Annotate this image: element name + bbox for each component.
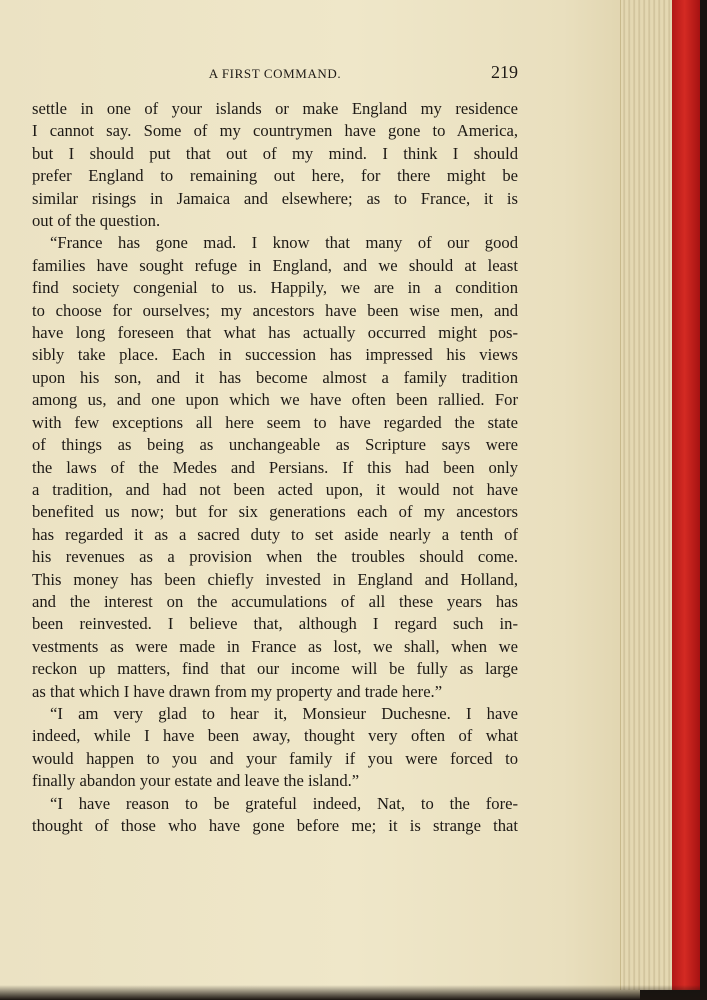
text-line: the laws of the Medes and Persians. If this had been only xyxy=(32,457,518,477)
text-line: “I am very glad to hear it, Monsieur Duchesne. I have xyxy=(50,703,518,723)
text-line: benefited us now; but for six generations each of my ancestors xyxy=(32,502,518,522)
text-line: out of the question. xyxy=(32,211,161,231)
text-line: with few exceptions all here seem to have regarded the state xyxy=(32,412,518,432)
text-line: vestments as were made in France as lost, we shall, when we xyxy=(32,636,518,656)
text-line: upon his son, and it has become almost a family tradition xyxy=(32,367,518,387)
text-line: finally abandon your estate and leave the island.” xyxy=(32,771,360,791)
bottom-shadow xyxy=(0,985,707,1000)
text-line: a tradition, and had not been acted upon, it would not have xyxy=(32,479,518,499)
text-line: similar risings in Jamaica and elsewhere; as to France, it is xyxy=(32,188,518,208)
text-line: have long foreseen that what has actually occurred might pos- xyxy=(32,323,518,343)
text-line: families have sought refuge in England, and we should at least xyxy=(32,255,518,275)
running-title: A FIRST COMMAND. xyxy=(208,66,342,81)
text-line: thought of those who have gone before me; it is strange that xyxy=(32,816,518,835)
page-edges xyxy=(620,0,673,990)
text-line: as that which I have drawn from my property and trade here.” xyxy=(32,681,443,701)
body-text xyxy=(32,98,518,837)
text-line: “I have reason to be grateful indeed, Nat, to the fore- xyxy=(50,793,518,813)
text-line: among us, and one upon which we have often been rallied. For xyxy=(32,390,518,410)
text-line: “France has gone mad. I know that many of our good xyxy=(50,233,518,253)
text-line: indeed, while I have been away, thought very often of what xyxy=(32,726,518,746)
text-line: would happen to you and your family if you were forced to xyxy=(32,748,518,768)
text-line: his revenues as a provision when the troubles should come. xyxy=(32,547,518,567)
text-line: been reinvested. I believe that, although I regard such in- xyxy=(32,614,518,634)
text-line: of things as being as unchangeable as Scripture says were xyxy=(32,435,518,455)
text-line: reckon up matters, find that our income will be fully as large xyxy=(32,659,518,679)
text-line: settle in one of your islands or make England my residence xyxy=(32,99,518,118)
page-header xyxy=(32,62,518,86)
text-line: to choose for ourselves; my ancestors have been wise men, and xyxy=(32,300,518,320)
text-line: and the interest on the accumulations of all these years has xyxy=(32,591,518,611)
text-line: find society congenial to us. Happily, we are in a condition xyxy=(32,278,518,298)
book-cover-edge xyxy=(672,0,700,990)
text-line: This money has been chiefly invested in England and Holland, xyxy=(32,569,518,589)
text-line: prefer England to remaining out here, for there might be xyxy=(32,166,518,186)
text-line: sibly take place. Each in succession has impressed his views xyxy=(32,345,518,365)
text-line: I cannot say. Some of my countrymen have gone to America, xyxy=(32,121,518,141)
text-line: but I should put that out of my mind. I think I should xyxy=(32,143,518,163)
text-line: has regarded it as a sacred duty to set aside nearly a tenth of xyxy=(32,524,518,544)
page-number: 219 xyxy=(491,62,518,82)
